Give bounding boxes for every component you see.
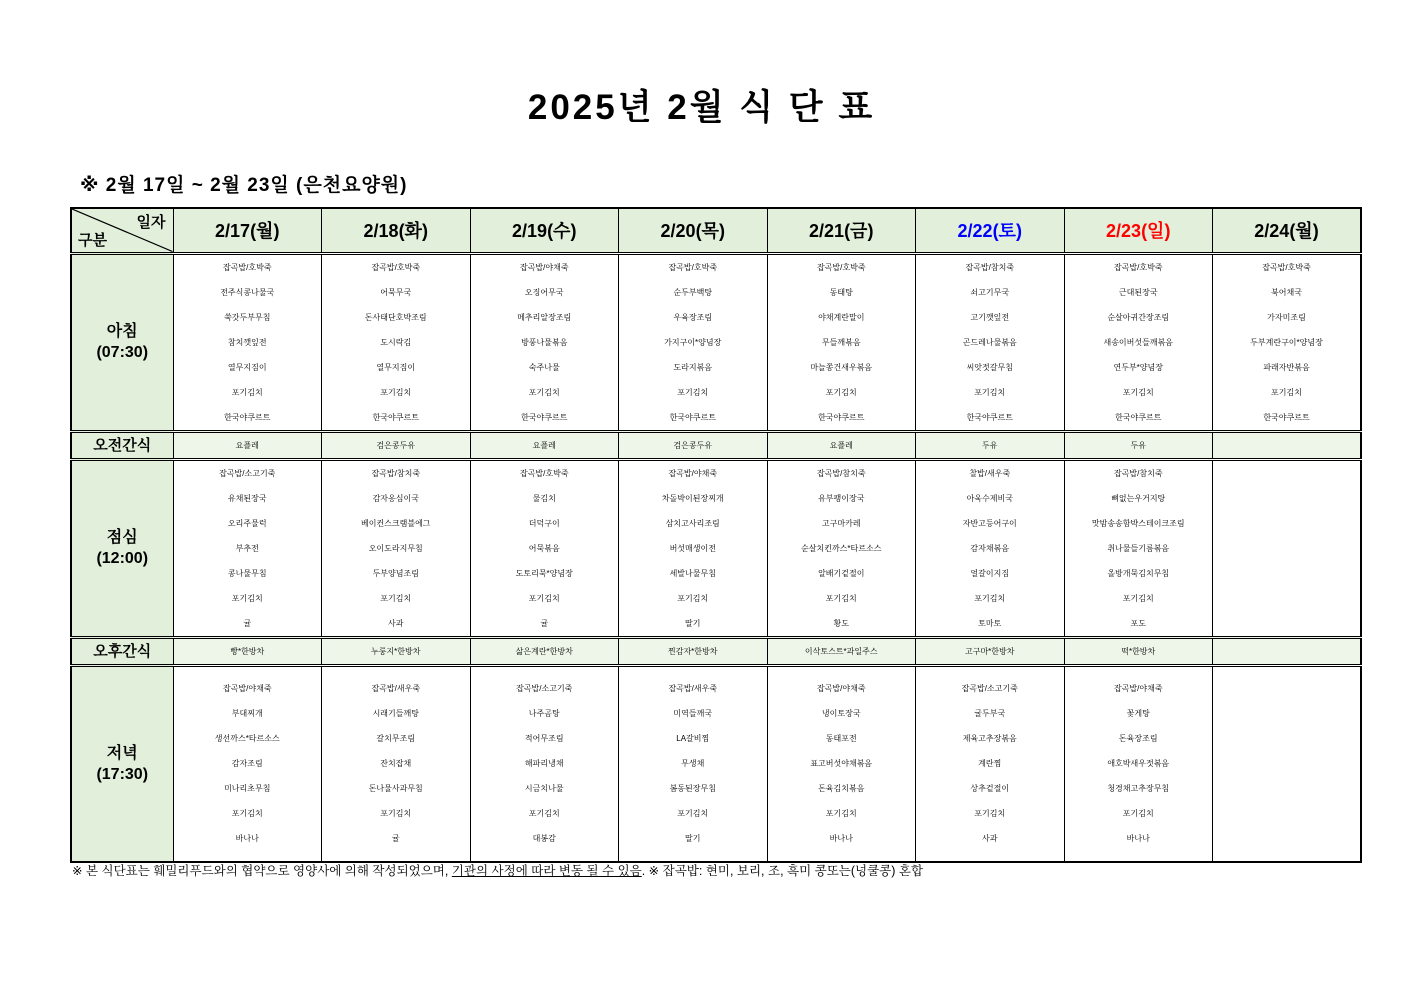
- menu-item: 포기김치: [380, 593, 412, 603]
- menu-cell: [916, 459, 1065, 637]
- snack-row: [71, 431, 1361, 459]
- menu-cell: [619, 459, 768, 637]
- menu-item: 한국야쿠르트: [372, 412, 419, 422]
- meal-row: [71, 459, 1361, 637]
- menu-item: 한국야쿠르트: [224, 412, 271, 422]
- menu-cell: [322, 253, 471, 431]
- menu-cell: [1064, 459, 1213, 637]
- menu-item: LA갈비찜: [676, 734, 710, 744]
- menu-item: 순두부백탕: [673, 287, 713, 297]
- menu-item: 한국야쿠르트: [1115, 412, 1162, 422]
- footer-note-underlined: 기관의 사정에 따라 변동 될 수 있음: [451, 864, 642, 878]
- menu-item: 포기김치: [1122, 593, 1154, 603]
- menu-item: 삼치고사리조림: [665, 518, 720, 528]
- menu-item: 포기김치: [974, 809, 1006, 819]
- menu-item: 감자조림: [231, 759, 263, 769]
- menu-item: 쇠고기무국: [970, 287, 1010, 297]
- menu-item: 부대찌개: [231, 709, 263, 719]
- menu-item: 잡곡밥/야채죽: [816, 684, 866, 694]
- menu-item: 바나나: [1126, 834, 1150, 844]
- menu-item: 시금치나물: [524, 784, 564, 794]
- menu-item: 어묵무국: [380, 287, 412, 297]
- menu-item: 콩나물무침: [227, 568, 267, 578]
- menu-item: 두부계란구이*양념장: [1250, 337, 1323, 347]
- menu-item: 시래기들깨탕: [372, 709, 419, 719]
- menu-item: 잡곡밥/야채죽: [222, 684, 272, 694]
- menu-item: 귤: [391, 834, 400, 844]
- menu-item: 포기김치: [677, 387, 709, 397]
- menu-cell: [767, 253, 916, 431]
- menu-item: 청경채고추장무침: [1107, 784, 1170, 794]
- snack-cell: 요플레: [173, 431, 322, 459]
- menu-item: 잔치잡채: [380, 759, 412, 769]
- menu-item: 취나물들기름볶음: [1107, 543, 1170, 553]
- menu-item: 뼈없는우거지탕: [1111, 493, 1166, 503]
- menu-item: 잡곡밥/야채죽: [668, 468, 718, 478]
- menu-item: 돈육김치볶음: [818, 784, 865, 794]
- menu-item: 포기김치: [380, 809, 412, 819]
- footer-note: [72, 861, 923, 879]
- menu-cell: [322, 665, 471, 862]
- snack-cell: 두유: [916, 431, 1065, 459]
- menu-item: 찰밥/새우죽: [969, 468, 1011, 478]
- menu-item: 맛밤송송함박스테이크조림: [1091, 518, 1185, 528]
- menu-item: 황도: [833, 618, 849, 628]
- date-header: 2/18(화): [322, 208, 471, 253]
- menu-item: 포기김치: [231, 593, 263, 603]
- menu-item: 적어무조림: [524, 734, 564, 744]
- menu-item: 우육장조림: [673, 312, 713, 322]
- menu-item: 가지구이*양념장: [664, 337, 722, 347]
- menu-cell: [619, 665, 768, 862]
- menu-item: 순살아귀간장조림: [1107, 312, 1170, 322]
- menu-item: 도시락김: [380, 337, 412, 347]
- menu-item: 감자옹심이국: [372, 493, 419, 503]
- date-header: 2/20(목): [619, 208, 768, 253]
- menu-cell: [767, 459, 916, 637]
- menu-cell: [619, 253, 768, 431]
- snack-cell: 이삭토스트*과일주스: [767, 637, 916, 665]
- header-row: [71, 208, 1361, 253]
- menu-item: 도라지볶음: [673, 362, 713, 372]
- page-title: 2025년 2월 식 단 표: [527, 88, 876, 127]
- meal-row: [71, 253, 1361, 431]
- menu-item: 바나나: [829, 834, 853, 844]
- menu-item: 오리주물럭: [227, 518, 267, 528]
- date-header: 2/21(금): [767, 208, 916, 253]
- date-header: 2/17(월): [173, 208, 322, 253]
- menu-item: 감자채볶음: [970, 543, 1010, 553]
- menu-item: 잡곡밥/소고기죽: [516, 684, 573, 694]
- menu-item: 열무지짐이: [376, 362, 416, 372]
- corner-category-label: 구분: [78, 231, 107, 249]
- snack-cell: 두유: [1064, 431, 1213, 459]
- date-header: 2/19(수): [470, 208, 619, 253]
- menu-item: 한국야쿠르트: [1263, 412, 1310, 422]
- snack-row: [71, 637, 1361, 665]
- menu-item: 전주식콩나물국: [220, 287, 275, 297]
- menu-item: 잡곡밥/소고기죽: [961, 684, 1018, 694]
- menu-item: 봄동된장무침: [669, 784, 716, 794]
- menu-item: 갈치무조림: [376, 734, 416, 744]
- row-label-name: 오후간식: [93, 642, 152, 660]
- menu-item: 고구마카레: [821, 518, 861, 528]
- menu-cell: [173, 665, 322, 862]
- menu-item: 더덕구이: [528, 518, 560, 528]
- menu-item: 포기김치: [231, 809, 263, 819]
- menu-item: 돈육장조림: [1118, 734, 1158, 744]
- menu-cell: [470, 459, 619, 637]
- menu-item: 돈나물사과무침: [368, 784, 423, 794]
- menu-item: 표고버섯야채볶음: [810, 759, 873, 769]
- corner-date-label: 일자: [136, 214, 166, 231]
- menu-item: 사과: [982, 834, 998, 844]
- menu-item: 해파리냉채: [524, 759, 564, 769]
- menu-item: 포기김치: [1271, 387, 1302, 397]
- menu-item: 포기김치: [528, 593, 560, 603]
- menu-item: 아욱수제비국: [966, 493, 1013, 503]
- menu-item: 어묵볶음: [528, 543, 560, 553]
- row-label-time: (07:30): [96, 344, 149, 361]
- menu-cell: [916, 665, 1065, 862]
- menu-item: 애호박새우젓볶음: [1107, 759, 1170, 769]
- row-label: [71, 665, 173, 862]
- menu-item: 돈사태단호박조림: [364, 312, 427, 322]
- snack-cell: 요플레: [470, 431, 619, 459]
- menu-item: 냉이토장국: [821, 709, 861, 719]
- snack-cell: [1213, 431, 1362, 459]
- menu-cell: [1064, 665, 1213, 862]
- menu-item: 자반고등어구이: [962, 518, 1017, 528]
- menu-item: 미나리초무침: [224, 784, 271, 794]
- row-label: [71, 431, 173, 459]
- menu-item: 야채계란말이: [818, 312, 865, 322]
- row-label-name: 저녁: [106, 744, 138, 762]
- menu-cell: [322, 459, 471, 637]
- menu-item: 얼갈이지짐: [970, 568, 1010, 578]
- menu-cell: [470, 665, 619, 862]
- menu-item: 포기김치: [825, 593, 857, 603]
- menu-item: 포기김치: [677, 809, 709, 819]
- menu-item: 계란찜: [978, 759, 1002, 769]
- menu-item: 가자미조림: [1267, 312, 1306, 322]
- menu-item: 유채된장국: [227, 493, 267, 503]
- menu-item: 방풍나물볶음: [521, 337, 568, 347]
- menu-item: 제육고추장볶음: [962, 734, 1017, 744]
- menu-item: 잡곡밥/호박죽: [1113, 262, 1163, 272]
- menu-item: 무들깨볶음: [821, 337, 861, 347]
- snack-cell: 검은콩두유: [322, 431, 471, 459]
- menu-item: 잡곡밥/새우죽: [668, 684, 718, 694]
- menu-item: 잡곡밥/야채죽: [519, 262, 569, 272]
- menu-item: 도토리묵*양념장: [515, 568, 573, 578]
- menu-item: 포기김치: [825, 387, 857, 397]
- menu-item: 참치깻잎전: [227, 337, 267, 347]
- snack-cell: 삶은계란*한방차: [470, 637, 619, 665]
- menu-item: 꽃게탕: [1126, 709, 1150, 719]
- menu-item: 잡곡밥/소고기죽: [219, 468, 276, 478]
- menu-item: 포도: [1130, 618, 1146, 628]
- menu-item: 포기김치: [231, 387, 263, 397]
- menu-item: 상추겉절이: [970, 784, 1010, 794]
- menu-item: 마늘쫑건새우볶음: [810, 362, 873, 372]
- row-label-time: (12:00): [96, 550, 149, 567]
- menu-item: 열무지짐이: [227, 362, 267, 372]
- snack-cell: 떡*한방차: [1064, 637, 1213, 665]
- menu-cell: [767, 665, 916, 862]
- footer-note-part2: . ※ 잡곡밥: 현미, 보리, 조, 흑미 콩또는(넝쿨콩) 혼합: [641, 864, 924, 878]
- menu-item: 생선까스*타르소스: [214, 734, 280, 744]
- row-label: [71, 459, 173, 637]
- row-label-time: (17:30): [96, 765, 149, 783]
- menu-item: 잡곡밥/참치죽: [965, 262, 1015, 272]
- menu-item: 새송이버섯들깨볶음: [1103, 337, 1174, 347]
- menu-cell: [1064, 253, 1213, 431]
- menu-item: 딸기: [685, 618, 701, 628]
- menu-item: 잡곡밥/새우죽: [371, 684, 421, 694]
- menu-item: 근대된장국: [1118, 287, 1158, 297]
- menu-item: 미역들깨국: [673, 709, 713, 719]
- menu-item: 올방개묵김치무침: [1107, 568, 1170, 578]
- menu-item: 잡곡밥/호박죽: [371, 262, 421, 272]
- menu-item: 차돌박이된장찌개: [661, 493, 724, 503]
- menu-item: 씨앗젓갈무침: [966, 362, 1013, 372]
- menu-item: 포기김치: [1122, 809, 1154, 819]
- menu-item: 세발나물무침: [669, 568, 716, 578]
- menu-item: 오징어무국: [524, 287, 564, 297]
- menu-item: 대봉감: [532, 834, 556, 844]
- menu-cell: [916, 253, 1065, 431]
- menu-item: 포기김치: [677, 593, 709, 603]
- menu-cell: [470, 253, 619, 431]
- snack-cell: [1213, 637, 1362, 665]
- snack-cell: 고구마*한방차: [916, 637, 1065, 665]
- menu-item: 포기김치: [825, 809, 857, 819]
- menu-cell: [173, 253, 322, 431]
- corner-cell: [71, 208, 173, 253]
- menu-cell: [1213, 459, 1362, 637]
- menu-item: 잡곡밥/호박죽: [668, 262, 718, 272]
- menu-item: 파래자반볶음: [1263, 362, 1310, 372]
- menu-item: 곤드레나물볶음: [962, 337, 1017, 347]
- row-label-name: 아침: [106, 323, 138, 340]
- date-header: 2/23(일): [1064, 208, 1213, 253]
- menu-cell: [173, 459, 322, 637]
- snack-cell: 찐감자*한방차: [619, 637, 768, 665]
- menu-item: 고기깻잎전: [970, 312, 1010, 322]
- menu-item: 무생채: [681, 759, 705, 769]
- footer-note-part1: ※ 본 식단표는 훼밀리푸드와의 협약으로 영양사에 의해 작성되었으며,: [72, 864, 452, 878]
- menu-item: 한국야쿠르트: [669, 412, 716, 422]
- row-label: [71, 253, 173, 431]
- menu-item: 메추리알장조림: [517, 312, 572, 322]
- menu-item: 포기김치: [1122, 387, 1154, 397]
- menu-item: 포기김치: [380, 387, 412, 397]
- date-header: 2/24(월): [1213, 208, 1362, 253]
- menu-item: 토마토: [978, 618, 1002, 628]
- menu-item: 물김치: [532, 493, 556, 503]
- snack-cell: 요플레: [767, 431, 916, 459]
- menu-item: 한국야쿠르트: [966, 412, 1013, 422]
- menu-item: 잡곡밥/호박죽: [816, 262, 866, 272]
- menu-item: 한국야쿠르트: [521, 412, 568, 422]
- menu-item: 잡곡밥/호박죽: [1262, 262, 1311, 272]
- menu-item: 귤: [540, 618, 549, 628]
- date-header: 2/22(토): [916, 208, 1065, 253]
- menu-item: 오이도라지무침: [368, 543, 423, 553]
- snack-cell: 검은콩두유: [619, 431, 768, 459]
- menu-item: 동태포전: [825, 734, 857, 744]
- menu-item: 순살치킨까스*타르소스: [801, 543, 882, 553]
- menu-item: 동태탕: [829, 287, 853, 297]
- menu-item: 쑥갓두부무침: [224, 312, 271, 322]
- menu-item: 베이컨스크램블에그: [360, 518, 431, 528]
- snack-cell: 빵*한방차: [173, 637, 322, 665]
- menu-cell: [1213, 665, 1362, 862]
- menu-item: 두부양념조림: [372, 568, 419, 578]
- meal-plan-table: [70, 207, 1362, 863]
- menu-item: 포기김치: [528, 809, 560, 819]
- menu-item: 부추전: [235, 543, 259, 553]
- row-label: [71, 637, 173, 665]
- menu-item: 나주곰탕: [528, 709, 560, 719]
- row-label-name: 오전간식: [93, 436, 152, 454]
- menu-item: 잡곡밥/호박죽: [519, 468, 569, 478]
- row-label-name: 점심: [106, 529, 138, 546]
- menu-item: 바나나: [235, 834, 259, 844]
- menu-item: 잡곡밥/참치죽: [816, 468, 866, 478]
- menu-item: 유부팽이장국: [818, 493, 865, 503]
- menu-item: 포기김치: [528, 387, 560, 397]
- menu-item: 굴두부국: [974, 709, 1006, 719]
- date-range-note: ※ 2월 17일 ~ 2월 23일 (은천요양원): [80, 175, 408, 196]
- menu-cell: [1213, 253, 1362, 431]
- menu-item: 잡곡밥/야채죽: [1113, 684, 1163, 694]
- meal-row: [71, 665, 1361, 862]
- menu-item: 숙주나물: [528, 362, 560, 372]
- menu-item: 잡곡밥/참치죽: [1113, 468, 1163, 478]
- menu-item: 버섯매생이전: [669, 543, 716, 553]
- menu-item: 포기김치: [974, 387, 1006, 397]
- menu-item: 귤: [243, 618, 252, 628]
- menu-item: 포기김치: [974, 593, 1006, 603]
- menu-item: 한국야쿠르트: [818, 412, 865, 422]
- menu-item: 딸기: [685, 834, 701, 844]
- menu-item: 사과: [388, 618, 404, 628]
- menu-item: 북어채국: [1271, 287, 1302, 297]
- menu-item: 잡곡밥/참치죽: [371, 468, 421, 478]
- menu-item: 알배기겉절이: [818, 568, 865, 578]
- snack-cell: 누룽지*한방차: [322, 637, 471, 665]
- menu-item: 연두부*양념장: [1113, 362, 1163, 372]
- menu-item: 잡곡밥/호박죽: [222, 262, 272, 272]
